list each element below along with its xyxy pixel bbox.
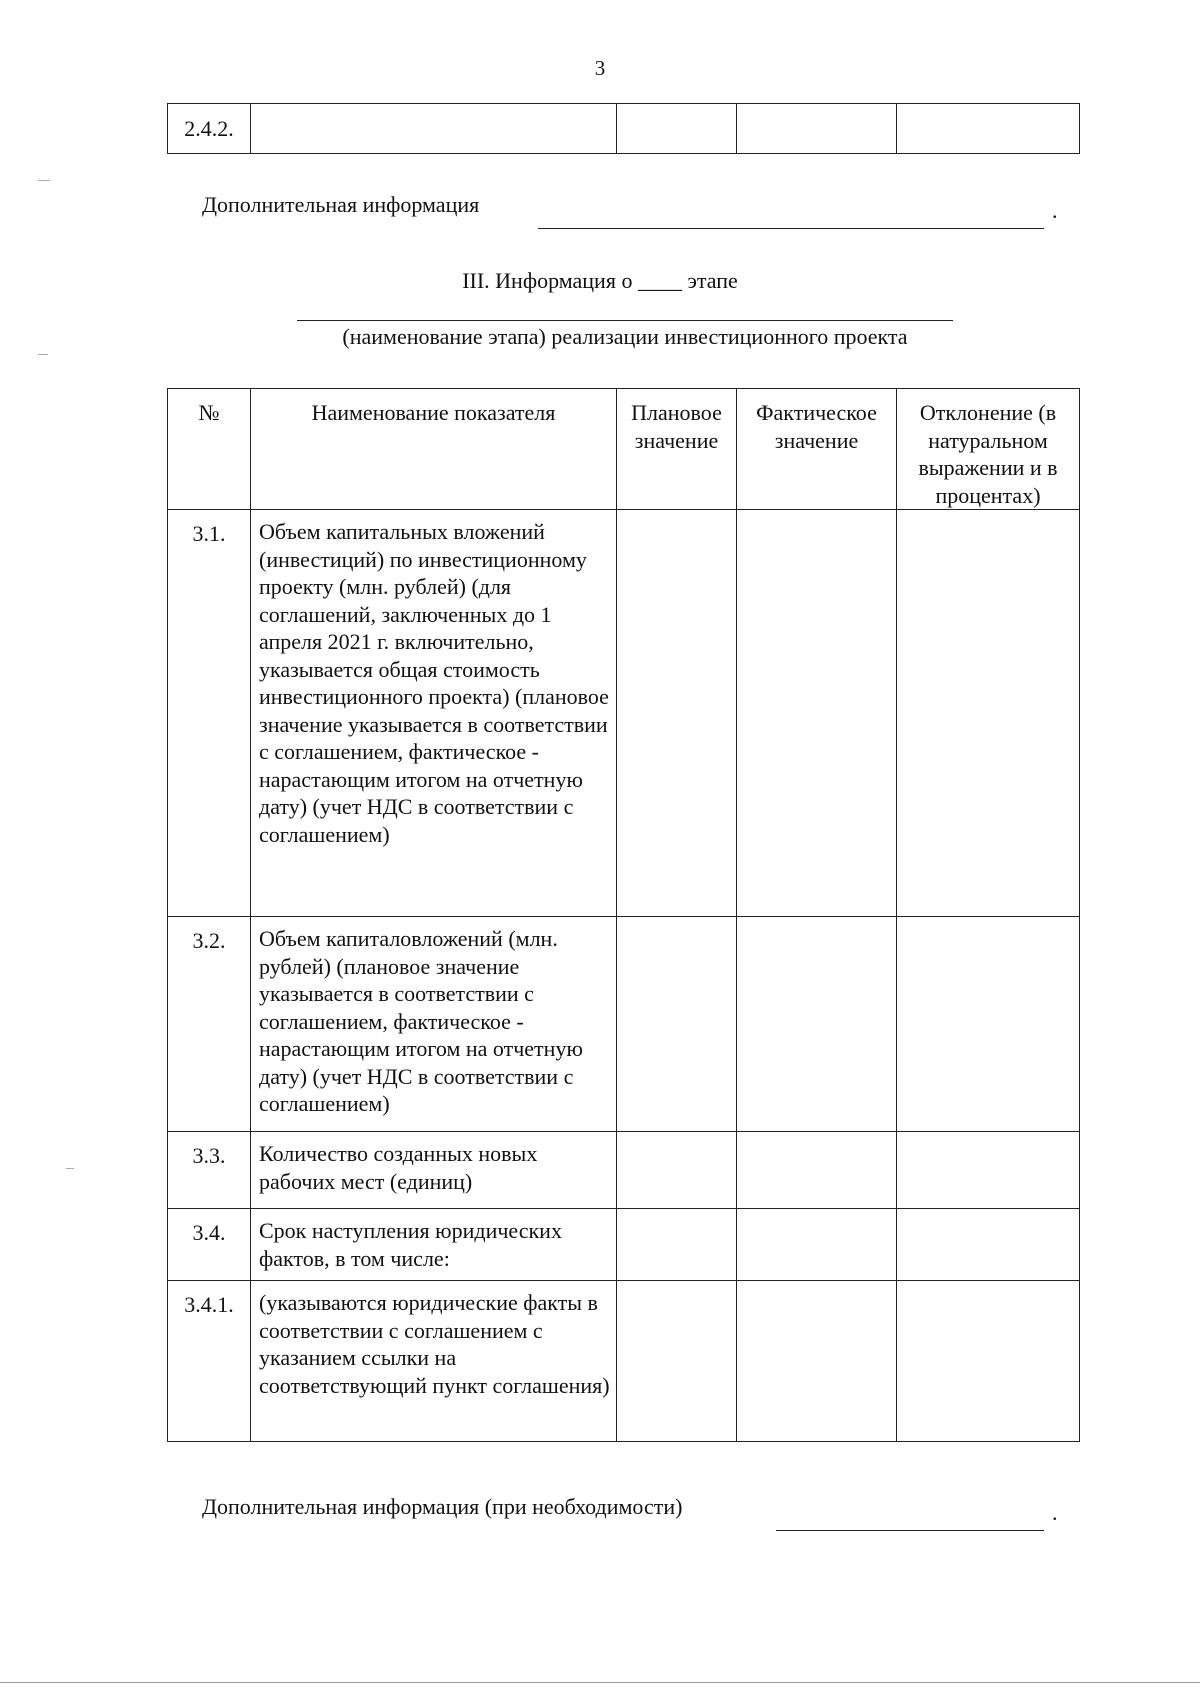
stage-number-blank[interactable]: ____ [637, 268, 682, 293]
actual-value-cell[interactable] [737, 1209, 897, 1281]
scan-margin-mark [66, 1168, 74, 1169]
scan-margin-mark [38, 354, 48, 355]
empty-cell[interactable] [617, 104, 737, 154]
actual-value-cell[interactable] [737, 1281, 897, 1442]
additional-info-bottom-label: Дополнительная информация (при необходимости) [202, 1494, 683, 1519]
actual-value-cell[interactable] [737, 1132, 897, 1209]
row-number: 3.1. [168, 510, 251, 917]
additional-info-end-mark: . [1052, 198, 1058, 223]
stage-indicators-table [167, 388, 1080, 1442]
top-table-fragment [167, 103, 1080, 154]
planned-value-cell[interactable] [617, 1209, 737, 1281]
table-row [168, 917, 1080, 1132]
table-header-row [168, 389, 1080, 510]
indicator-name: Срок наступления юридических фактов, в том числе: [251, 1209, 617, 1281]
deviation-cell[interactable] [897, 917, 1080, 1132]
actual-value-cell[interactable] [737, 917, 897, 1132]
planned-value-cell[interactable] [617, 1281, 737, 1442]
page-number: 3 [594, 56, 606, 80]
table-row [168, 104, 1080, 154]
table-row [168, 1132, 1080, 1209]
row-number: 3.3. [168, 1132, 251, 1209]
planned-value-cell[interactable] [617, 510, 737, 917]
planned-value-cell[interactable] [617, 1132, 737, 1209]
deviation-cell[interactable] [897, 1281, 1080, 1442]
empty-cell[interactable] [897, 104, 1080, 154]
deviation-cell[interactable] [897, 1209, 1080, 1281]
header-actual: Фактическое значение [737, 389, 897, 510]
header-deviation: Отклонение (в натуральном выражении и в процентах) [897, 389, 1080, 510]
row-number: 2.4.2. [168, 104, 251, 154]
indicator-name: (указываются юридические факты в соответствии с соглашением с указанием ссылки на соответствующий пункт соглашения) [251, 1281, 617, 1442]
table-row [168, 1209, 1080, 1281]
section-heading-prefix: III. Информация о [462, 268, 633, 293]
empty-cell[interactable] [737, 104, 897, 154]
additional-info-bottom-blank-line[interactable] [776, 1530, 1044, 1531]
indicator-name: Количество созданных новых рабочих мест (единиц) [251, 1132, 617, 1209]
additional-info-bottom-end-mark: . [1052, 1500, 1058, 1525]
additional-info-label: Дополнительная информация [202, 192, 480, 217]
scan-margin-mark [38, 180, 50, 181]
scan-bottom-edge [0, 1682, 1200, 1683]
additional-info-blank-line[interactable] [538, 228, 1044, 229]
table-row [168, 510, 1080, 917]
row-number: 3.4.1. [168, 1281, 251, 1442]
header-name: Наименование показателя [251, 389, 617, 510]
stage-name-blank-line[interactable] [297, 320, 953, 321]
indicator-name: Объем капиталовложений (млн. рублей) (плановое значение указывается в соответствии с соглашением, фактическое - нарастающим итогом на отчетную дату) (учет НДС в соответствии с соглашением) [251, 917, 617, 1132]
section-heading [0, 268, 1200, 294]
deviation-cell[interactable] [897, 1132, 1080, 1209]
header-planned: Плановое значение [617, 389, 737, 510]
header-num: № [168, 389, 251, 510]
empty-cell[interactable] [251, 104, 617, 154]
actual-value-cell[interactable] [737, 510, 897, 917]
deviation-cell[interactable] [897, 510, 1080, 917]
row-number: 3.4. [168, 1209, 251, 1281]
indicator-name: Объем капитальных вложений (инвестиций) по инвестиционному проекту (млн. рублей) (для соглашений, заключенных до 1 апреля 2021 г. включительно, указывается общая стоимость инвестиционного проекта) (плановое значение указывается в соответствии с соглашением, фактическое - нарастающим итогом на отчетную дату) (учет НДС в соответствии с соглашением) [251, 510, 617, 917]
planned-value-cell[interactable] [617, 917, 737, 1132]
row-number: 3.2. [168, 917, 251, 1132]
section-heading-suffix: этапе [687, 268, 738, 293]
stage-name-caption: (наименование этапа) реализации инвестиционного проекта [342, 324, 908, 349]
table-row [168, 1281, 1080, 1442]
